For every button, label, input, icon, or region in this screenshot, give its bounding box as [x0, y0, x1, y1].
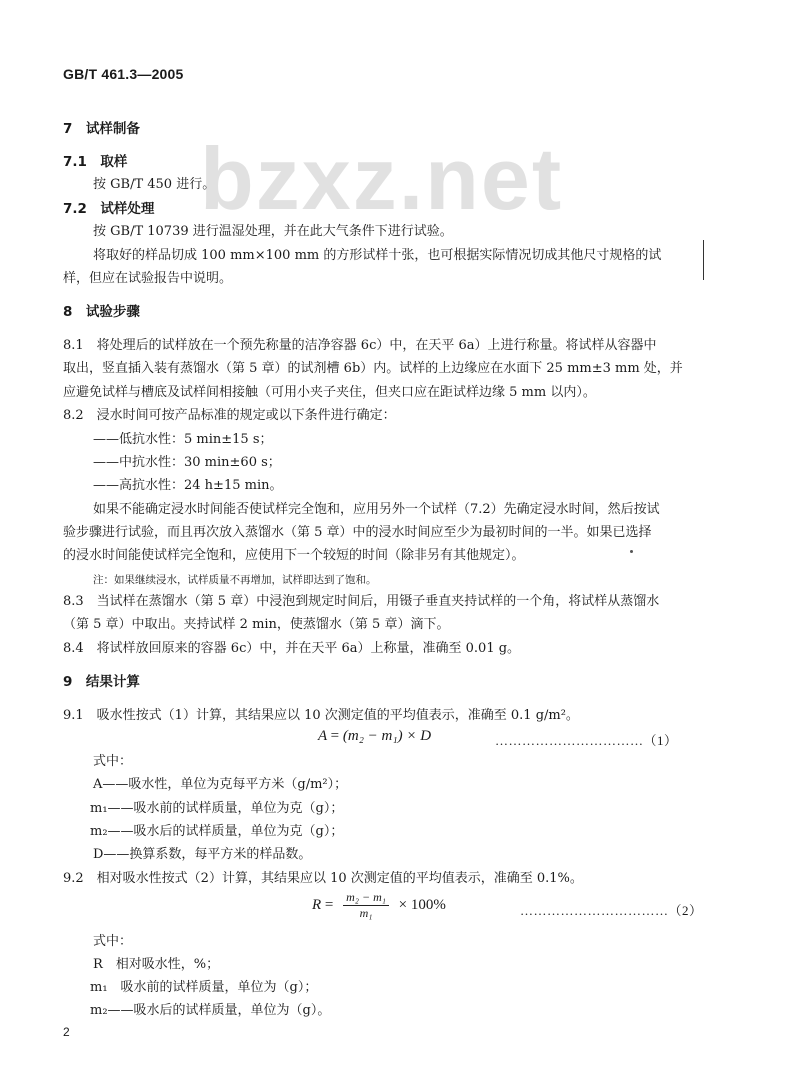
formula-2-fraction: [343, 890, 389, 921]
formula-1: [318, 728, 431, 745]
section-7-2-heading: 7.2 试样处理: [63, 201, 155, 217]
formula-2-tail: × 100%: [398, 896, 446, 913]
section-8-2-item-high: ——高抗水性：24 h±15 min。: [93, 478, 283, 493]
section-8-2-note: 注：如果继续浸水，试样质量不再增加，试样即达到了饱和。: [93, 574, 377, 586]
formula-1-number: ……………………………（1）: [495, 733, 678, 748]
formula-2-eq: =: [324, 896, 334, 913]
section-7-1-heading: 7.1 取样: [63, 154, 128, 170]
where-label-1: 式中：: [93, 754, 133, 769]
page-number: 2: [63, 1025, 70, 1039]
watermark: bzxz.net: [200, 129, 564, 228]
section-9-1-text: 9.1 吸水性按式（1）计算，其结果应以 10 次测定值的平均值表示，准确至 0.1 g/m²。: [63, 708, 579, 723]
where-1-A: A——吸水性，单位为克每平方米（g/m²）；: [93, 777, 348, 792]
formula-1-eq: =: [330, 728, 340, 744]
section-7-2-body-2: 将取好的样品切成 100 mm×100 mm 的方形试样十张，也可根据实际情况切成其他尺寸规格的试: [93, 248, 662, 263]
standard-code: GB/T 461.3—2005: [63, 66, 184, 82]
section-8-heading: 8 试验步骤: [63, 304, 140, 320]
section-8-2-item-mid: ——中抗水性：30 min±60 s；: [93, 455, 281, 470]
section-8-3-line-1: 8.3 当试样在蒸馏水（第 5 章）中浸泡到规定时间后，用镊子垂直夹持试样的一个角，将试样从蒸馏水: [63, 594, 660, 609]
where-2-m1: m₁ 吸水前的试样质量，单位为（g）；: [90, 980, 318, 995]
where-1-m2: m₂——吸水后的试样质量，单位为克（g）；: [90, 824, 344, 839]
formula-2-lhs: R: [312, 896, 322, 913]
section-8-3-line-2: （第 5 章）中取出。夹持试样 2 min，使蒸馏水（第 5 章）滴下。: [63, 617, 450, 632]
formula-2: [312, 890, 446, 921]
section-7-1-body: 按 GB/T 450 进行。: [93, 177, 216, 192]
section-8-2-para-2: 验步骤进行试验，而且再次放入蒸馏水（第 5 章）中的浸水时间应至少为最初时间的一半。如果已选择: [63, 525, 652, 540]
where-2-R: R 相对吸水性，%；: [93, 957, 220, 972]
formula-1-lhs: A: [318, 728, 327, 744]
section-7-2-body-3: 样，但应在试验报告中说明。: [63, 271, 233, 286]
section-8-1-line-3: 应避免试样与槽底及试样间相接触（可用小夹子夹住，但夹口应在距试样边缘 5 mm 以内）。: [63, 385, 596, 400]
section-8-2-item-low: ——低抗水性：5 min±15 s；: [93, 432, 273, 447]
formula-2-number: ……………………………（2）: [520, 903, 703, 918]
section-8-1-line-2: 取出，竖直插入装有蒸馏水（第 5 章）的试剂槽 6b）内。试样的上边缘应在水面下 25 mm±3 mm 处，并: [63, 361, 683, 376]
section-8-2-para-3: 的浸水时间能使试样完全饱和，应使用下一个较短的时间（除非另有其他规定）。: [63, 548, 525, 563]
section-8-2-line-1: 8.2 浸水时间可按产品标准的规定或以下条件进行确定：: [63, 408, 396, 423]
change-bar: [703, 240, 704, 280]
section-8-1-line-1: 8.1 将处理后的试样放在一个预先称量的洁净容器 6c）中，在天平 6a）上进行称量。将试样从容器中: [63, 338, 657, 353]
speck: [630, 550, 633, 553]
section-9-heading: 9 结果计算: [63, 674, 140, 690]
where-label-2: 式中：: [93, 934, 133, 949]
section-7-2-body-1: 按 GB/T 10739 进行温湿处理，并在此大气条件下进行试验。: [93, 224, 453, 239]
section-8-4: 8.4 将试样放回原来的容器 6c）中，并在天平 6a）上称量，准确至 0.01 g。: [63, 641, 521, 656]
formula-1-rhs: (m₂ − m₁) × D: [342, 728, 432, 744]
formula-2-denominator: m₁: [359, 906, 373, 920]
section-9-2-text: 9.2 相对吸水性按式（2）计算，其结果应以 10 次测定值的平均值表示，准确至 0.1%。: [63, 871, 583, 886]
where-1-m1: m₁——吸水前的试样质量，单位为克（g）；: [90, 801, 344, 816]
formula-2-numerator: m₂ − m₁: [343, 890, 389, 906]
where-1-D: D——换算系数，每平方米的样品数。: [93, 847, 312, 862]
section-7-heading: 7 试样制备: [63, 121, 140, 137]
section-8-2-para-1: 如果不能确定浸水时间能否使试样完全饱和，应用另外一个试样（7.2）先确定浸水时间，然后按试: [93, 502, 660, 517]
where-2-m2: m₂——吸水后的试样质量，单位为（g）。: [90, 1003, 331, 1018]
